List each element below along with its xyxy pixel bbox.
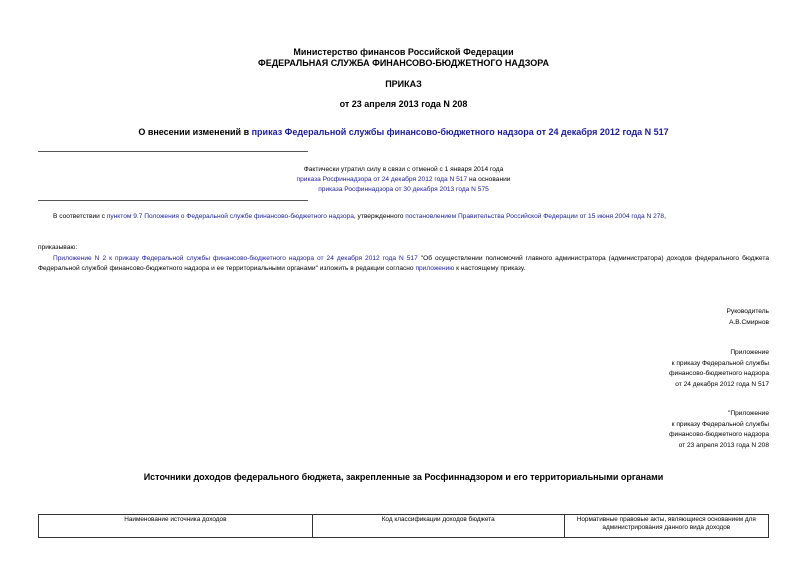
divider-bottom — [38, 200, 308, 201]
appendix2-line4: от 23 апреля 2013 года N 208 — [678, 441, 769, 449]
appendix1-line4: от 24 декабря 2012 года N 517 — [675, 380, 769, 388]
status-note-link-517[interactable]: приказа Росфиннадзора от 24 декабря 2012 года N 517 — [296, 176, 468, 183]
appendix1-block — [669, 348, 769, 390]
appendix2-line2: к приказу Федеральной службы — [671, 420, 769, 428]
body-link-appendix2[interactable]: Приложение N 2 к приказу Федеральной службы финансово-бюджетного надзора от 24 декабря 2012 года N 517 — [53, 255, 418, 262]
signature-name: А.В.Смирнов — [729, 318, 769, 326]
table-header-source-name: Наименование источника доходов — [39, 515, 313, 538]
appendix2-line3: финансово-бюджетного надзора — [669, 431, 769, 438]
title-prefix: О внесении изменений в — [138, 127, 252, 137]
body-paragraph: Приложение N 2 к приказу Федеральной службы финансово-бюджетного надзора от 24 декабря 2012 года N 517 "Об осуществлении полномочий главного администратора (администратора) доходов федерального бюджета Федеральной службой финансово-бюджетного надзора и ее территориальными органами" изложить в редакции согласно приложению к настоящему приказу. — [38, 255, 769, 272]
income-sources-table — [38, 514, 769, 538]
preamble-link-regulation[interactable]: пунктом 9.7 Положения о Федеральной службе финансово-бюджетного надзора — [106, 213, 354, 220]
title-amended-order-link[interactable]: приказ Федеральной службы финансово-бюджетного надзора от 24 декабря 2012 года N 517 — [251, 127, 669, 137]
ministry-name: Министерство финансов Российской Федерации — [293, 47, 514, 57]
appendix2-block — [669, 409, 769, 451]
appendix1-line2: к приказу Федеральной службы — [671, 359, 769, 367]
document-title — [0, 127, 807, 137]
status-note-line1: Фактически утратил силу в связи с отменой с 1 января 2014 года — [303, 166, 504, 173]
order-word: приказываю: — [38, 244, 78, 251]
status-note-line2: приказа Росфиннадзора от 24 декабря 2012 года N 517 на основании — [296, 176, 511, 183]
table-header-legal-acts: Нормативные правовые акты, являющиеся основанием для администрирования данного вида доходов — [564, 515, 768, 538]
signature-block — [727, 307, 769, 328]
appendix1-line3: финансово-бюджетного надзора — [669, 370, 769, 377]
divider-top — [38, 151, 308, 152]
doc-type: ПРИКАЗ — [385, 79, 422, 89]
table-header-classification-code: Код классификации доходов бюджета — [312, 515, 564, 538]
preamble: В соответствии с пунктом 9.7 Положения о Федеральной службе финансово-бюджетного надзора, утвержденного постановлением Правительства Российской Федерации от 15 июня 2004 года N 278, — [53, 213, 666, 220]
service-name: ФЕДЕРАЛЬНАЯ СЛУЖБА ФИНАНСОВО-БЮДЖЕТНОГО НАДЗОРА — [258, 58, 549, 68]
table-title: Источники доходов федерального бюджета, закрепленные за Росфиннадзором и его территориальными органами — [143, 472, 664, 482]
appendix2-line1: "Приложение — [727, 410, 769, 417]
signature-role: Руководитель — [726, 308, 769, 315]
status-note-link-575[interactable]: приказа Росфиннадзора от 30 декабря 2013 года N 575 — [318, 186, 489, 193]
body-link-appendix[interactable]: приложению — [415, 265, 455, 272]
doc-date-number: от 23 апреля 2013 года N 208 — [339, 99, 468, 109]
table-header-row — [39, 515, 769, 538]
preamble-link-decree[interactable]: постановлением Правительства Российской Федерации от 15 июня 2004 года N 278 — [405, 213, 665, 220]
status-note-line3 — [0, 185, 807, 195]
appendix1-line1: Приложение — [730, 349, 769, 356]
